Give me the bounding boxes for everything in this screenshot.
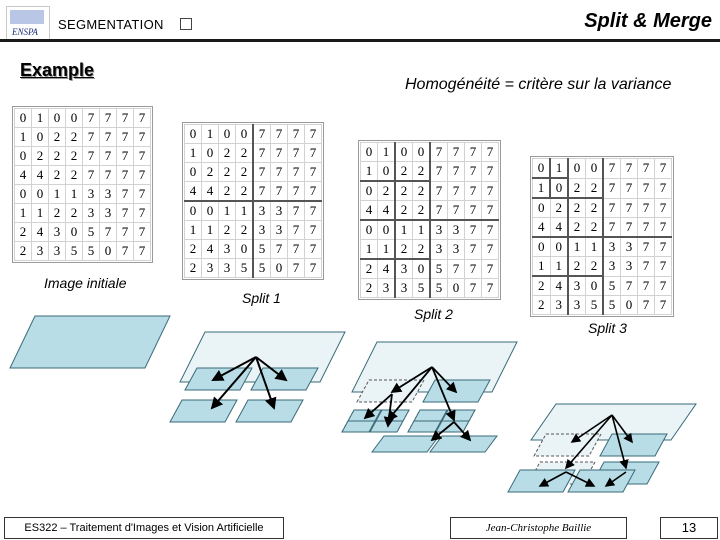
matrix-cell: 5 (430, 259, 448, 279)
matrix-cell: 7 (253, 125, 271, 144)
matrix-cell: 7 (134, 109, 151, 128)
matrix-cell: 7 (288, 201, 305, 221)
matrix-cell: 3 (253, 201, 271, 221)
matrix-cell: 2 (219, 221, 236, 240)
footer-author: Jean-Christophe Baillie (450, 517, 627, 539)
matrix-cell: 1 (395, 220, 413, 240)
matrix-cell: 7 (603, 198, 621, 218)
matrix-cell: 7 (117, 109, 134, 128)
matrix-cell: 5 (83, 223, 100, 242)
matrix-cell: 7 (638, 276, 655, 296)
matrix-cell: 1 (236, 201, 254, 221)
matrix-cell: 7 (465, 181, 482, 201)
matrix-cell: 0 (361, 181, 378, 201)
matrix-cell: 7 (655, 276, 672, 296)
matrix-cell: 2 (236, 163, 254, 182)
matrix-cell: 2 (586, 198, 604, 218)
matrix-cell: 1 (550, 159, 568, 179)
label-initial: Image initiale (44, 275, 127, 291)
header-divider (0, 39, 720, 42)
matrix-cell: 0 (533, 159, 551, 179)
matrix-cell: 3 (271, 221, 288, 240)
matrix-cell: 3 (621, 237, 638, 257)
matrix-cell: 2 (202, 163, 219, 182)
matrix-cell: 3 (430, 220, 448, 240)
matrix-cell: 0 (15, 109, 32, 128)
tree-split3 (508, 404, 696, 492)
matrix-cell: 7 (603, 218, 621, 238)
matrix-cell: 2 (395, 240, 413, 260)
example-heading: Example (20, 60, 95, 80)
matrix-table (184, 124, 322, 278)
matrix-cell: 0 (550, 237, 568, 257)
matrix-cell: 2 (568, 257, 586, 277)
matrix-cell: 0 (533, 237, 551, 257)
matrix-cell: 7 (430, 201, 448, 221)
matrix-cell: 7 (655, 159, 672, 179)
matrix-cell: 4 (185, 182, 202, 202)
matrix-cell: 7 (621, 276, 638, 296)
matrix-cell: 2 (568, 178, 586, 198)
matrix-cell: 7 (100, 128, 117, 147)
matrix-cell: 3 (49, 223, 66, 242)
matrix-cell: 7 (117, 204, 134, 223)
matrix-cell: 3 (253, 221, 271, 240)
matrix-cell: 7 (134, 185, 151, 204)
matrix-cell: 2 (66, 128, 83, 147)
matrix-cell: 3 (49, 242, 66, 261)
matrix-cell: 0 (185, 163, 202, 182)
matrix-cell: 7 (655, 178, 672, 198)
matrix-cell: 7 (83, 166, 100, 185)
matrix-cell: 3 (100, 204, 117, 223)
matrix-table (360, 142, 499, 298)
matrix-cell: 3 (32, 242, 49, 261)
matrix-cell: 2 (15, 223, 32, 242)
matrix-cell: 7 (288, 163, 305, 182)
matrix-cell: 0 (236, 125, 254, 144)
matrix-cell: 4 (202, 182, 219, 202)
matrix-cell: 7 (603, 178, 621, 198)
matrix-cell: 5 (430, 279, 448, 298)
matrix-cell: 7 (465, 143, 482, 162)
matrix-cell: 3 (378, 279, 396, 298)
matrix-cell: 0 (550, 178, 568, 198)
matrix-cell: 7 (100, 166, 117, 185)
quadtree-diagram (0, 300, 720, 500)
matrix-cell: 3 (395, 279, 413, 298)
matrix-cell: 7 (253, 182, 271, 202)
matrix-cell: 7 (638, 178, 655, 198)
section-label: SEGMENTATION (58, 17, 164, 32)
matrix-cell: 3 (100, 185, 117, 204)
matrix-cell: 2 (236, 182, 254, 202)
matrix-cell: 7 (134, 242, 151, 261)
matrix-cell: 5 (253, 259, 271, 278)
matrix-cell: 2 (49, 147, 66, 166)
matrix-cell: 7 (621, 178, 638, 198)
matrix-cell: 4 (550, 218, 568, 238)
matrix-cell: 2 (413, 201, 431, 221)
matrix-cell: 7 (621, 159, 638, 179)
matrix-cell: 7 (430, 162, 448, 182)
matrix-cell: 2 (550, 198, 568, 218)
matrix-cell: 7 (655, 218, 672, 238)
matrix-cell: 5 (603, 276, 621, 296)
matrix-cell: 2 (586, 178, 604, 198)
matrix-cell: 2 (185, 240, 202, 259)
matrix-cell: 3 (395, 259, 413, 279)
matrix-cell: 7 (134, 204, 151, 223)
matrix-cell: 0 (202, 144, 219, 163)
matrix-cell: 2 (219, 163, 236, 182)
matrix-cell: 2 (66, 204, 83, 223)
matrix-cell: 1 (15, 128, 32, 147)
matrix-cell: 7 (655, 237, 672, 257)
matrix-cell: 7 (655, 257, 672, 277)
matrix-cell: 2 (66, 147, 83, 166)
matrix-cell: 7 (638, 237, 655, 257)
matrix-cell: 5 (603, 296, 621, 315)
matrix-cell: 0 (236, 240, 254, 259)
matrix-cell: 1 (202, 125, 219, 144)
matrix-cell: 1 (32, 109, 49, 128)
matrix-cell: 2 (395, 201, 413, 221)
matrix-cell: 0 (395, 143, 413, 162)
matrix-cell: 1 (533, 257, 551, 277)
matrix-cell: 7 (305, 240, 322, 259)
footer-page-number: 13 (660, 517, 718, 539)
plane-initial (10, 316, 170, 368)
slide-title: Split & Merge (584, 10, 712, 32)
matrix-cell: 7 (482, 279, 499, 298)
matrix-cell: 0 (49, 109, 66, 128)
matrix-cell: 0 (361, 143, 378, 162)
matrix-cell: 7 (638, 159, 655, 179)
matrix-cell: 7 (430, 181, 448, 201)
matrix-cell: 5 (413, 279, 431, 298)
matrix-cell: 7 (83, 128, 100, 147)
matrix-cell: 1 (15, 204, 32, 223)
matrix-cell: 7 (482, 240, 499, 260)
label-split2: Split 2 (414, 306, 453, 322)
matrix-cell: 7 (117, 223, 134, 242)
matrix-cell: 3 (448, 240, 465, 260)
matrix-cell: 2 (361, 279, 378, 298)
matrix-cell: 1 (32, 204, 49, 223)
matrix-cell: 7 (465, 259, 482, 279)
matrix-cell: 7 (100, 223, 117, 242)
matrix-cell: 0 (32, 128, 49, 147)
matrix-cell: 7 (288, 259, 305, 278)
matrix-cell: 7 (465, 240, 482, 260)
logo-graphic (10, 10, 44, 24)
matrix-cell: 0 (413, 143, 431, 162)
matrix-cell: 7 (305, 163, 322, 182)
matrix-cell: 0 (219, 125, 236, 144)
matrix-cell: 2 (533, 296, 551, 315)
matrix-table (14, 108, 151, 261)
matrix-cell: 2 (361, 259, 378, 279)
matrix-cell: 7 (482, 220, 499, 240)
matrix-cell: 7 (288, 240, 305, 259)
matrix-cell: 0 (185, 125, 202, 144)
label-split3: Split 3 (588, 320, 627, 336)
matrix-cell: 1 (49, 185, 66, 204)
matrix-cell: 7 (134, 147, 151, 166)
tree-split1 (170, 332, 345, 422)
matrix-cell: 7 (100, 109, 117, 128)
matrix-cell: 7 (305, 144, 322, 163)
matrix-cell: 2 (15, 242, 32, 261)
matrix-cell: 0 (378, 162, 396, 182)
matrix-cell: 5 (66, 242, 83, 261)
matrix-cell: 0 (66, 109, 83, 128)
matrix-cell: 7 (271, 163, 288, 182)
matrix-cell: 1 (185, 144, 202, 163)
matrix-cell: 2 (378, 181, 396, 201)
tree-split2 (342, 342, 517, 452)
matrix-cell: 7 (134, 128, 151, 147)
matrix-cell: 7 (603, 159, 621, 179)
matrix-cell: 1 (219, 201, 236, 221)
matrix-split2 (358, 140, 501, 300)
matrix-cell: 2 (185, 259, 202, 278)
matrix-cell: 2 (568, 218, 586, 238)
matrix-cell: 2 (395, 162, 413, 182)
matrix-cell: 7 (271, 240, 288, 259)
matrix-cell: 7 (83, 109, 100, 128)
matrix-cell: 4 (15, 166, 32, 185)
matrix-cell: 7 (465, 162, 482, 182)
matrix-cell: 0 (361, 220, 378, 240)
matrix-cell: 0 (586, 159, 604, 179)
matrix-cell: 5 (83, 242, 100, 261)
matrix-cell: 7 (465, 279, 482, 298)
matrix-cell: 1 (361, 240, 378, 260)
matrix-initial (12, 106, 153, 263)
matrix-cell: 4 (533, 218, 551, 238)
matrix-cell: 7 (288, 125, 305, 144)
matrix-cell: 7 (305, 221, 322, 240)
matrix-cell: 0 (202, 201, 219, 221)
matrix-cell: 1 (185, 221, 202, 240)
matrix-cell: 7 (117, 147, 134, 166)
matrix-cell: 7 (448, 259, 465, 279)
matrix-cell: 1 (378, 240, 396, 260)
matrix-cell: 2 (49, 128, 66, 147)
matrix-cell: 7 (465, 201, 482, 221)
matrix-cell: 0 (568, 159, 586, 179)
matrix-cell: 7 (271, 182, 288, 202)
matrix-cell: 2 (66, 166, 83, 185)
matrix-cell: 7 (288, 182, 305, 202)
matrix-cell: 1 (568, 237, 586, 257)
matrix-cell: 3 (621, 257, 638, 277)
matrix-cell: 3 (603, 237, 621, 257)
matrix-cell: 1 (550, 257, 568, 277)
matrix-cell: 7 (482, 181, 499, 201)
matrix-cell: 7 (638, 257, 655, 277)
matrix-cell: 7 (482, 143, 499, 162)
matrix-cell: 4 (378, 259, 396, 279)
matrix-cell: 2 (413, 181, 431, 201)
matrix-cell: 0 (271, 259, 288, 278)
matrix-cell: 7 (271, 125, 288, 144)
matrix-cell: 0 (66, 223, 83, 242)
matrix-cell: 3 (83, 204, 100, 223)
matrix-cell: 7 (621, 218, 638, 238)
matrix-cell: 3 (271, 201, 288, 221)
matrix-cell: 2 (533, 276, 551, 296)
matrix-cell: 0 (15, 147, 32, 166)
matrix-cell: 4 (32, 166, 49, 185)
matrix-cell: 0 (100, 242, 117, 261)
matrix-cell: 7 (253, 163, 271, 182)
matrix-cell: 7 (655, 198, 672, 218)
matrix-cell: 7 (271, 144, 288, 163)
matrix-cell: 7 (305, 259, 322, 278)
matrix-cell: 4 (550, 276, 568, 296)
matrix-cell: 7 (448, 201, 465, 221)
matrix-cell: 7 (288, 221, 305, 240)
matrix-split1 (182, 122, 324, 280)
matrix-cell: 2 (413, 240, 431, 260)
section-checkbox-icon (180, 18, 192, 30)
matrix-cell: 7 (448, 162, 465, 182)
matrix-cell: 7 (134, 223, 151, 242)
matrix-cell: 2 (236, 221, 254, 240)
matrix-cell: 4 (361, 201, 378, 221)
label-split1: Split 1 (242, 290, 281, 306)
matrix-cell: 5 (586, 296, 604, 315)
footer-course: ES322 – Traitement d'Images et Vision Artificielle (4, 517, 284, 539)
matrix-cell: 5 (253, 240, 271, 259)
matrix-cell: 7 (638, 296, 655, 315)
matrix-cell: 3 (448, 220, 465, 240)
matrix-cell: 7 (100, 147, 117, 166)
matrix-cell: 1 (378, 143, 396, 162)
matrix-cell: 7 (305, 125, 322, 144)
matrix-cell: 7 (482, 162, 499, 182)
matrix-cell: 2 (236, 144, 254, 163)
matrix-cell: 7 (117, 242, 134, 261)
matrix-cell: 7 (621, 198, 638, 218)
matrix-split3 (530, 156, 674, 317)
matrix-cell: 7 (655, 296, 672, 315)
matrix-cell: 7 (288, 144, 305, 163)
matrix-cell: 2 (32, 147, 49, 166)
matrix-cell: 7 (482, 201, 499, 221)
matrix-cell: 4 (378, 201, 396, 221)
matrix-cell: 7 (448, 181, 465, 201)
matrix-cell: 7 (305, 201, 322, 221)
matrix-cell: 1 (361, 162, 378, 182)
matrix-cell: 7 (134, 166, 151, 185)
matrix-cell: 7 (465, 220, 482, 240)
matrix-cell: 0 (586, 276, 604, 296)
matrix-cell: 3 (202, 259, 219, 278)
matrix-cell: 1 (533, 178, 551, 198)
matrix-cell: 0 (621, 296, 638, 315)
matrix-cell: 0 (413, 259, 431, 279)
matrix-cell: 2 (219, 182, 236, 202)
matrix-cell: 0 (448, 279, 465, 298)
matrix-cell: 3 (603, 257, 621, 277)
matrix-cell: 5 (236, 259, 254, 278)
matrix-cell: 3 (568, 296, 586, 315)
matrix-cell: 2 (568, 198, 586, 218)
matrix-cell: 4 (32, 223, 49, 242)
matrix-cell: 7 (253, 144, 271, 163)
enspa-logo (6, 6, 50, 40)
matrix-cell: 0 (185, 201, 202, 221)
matrix-cell: 0 (533, 198, 551, 218)
matrix-cell: 7 (117, 185, 134, 204)
matrix-cell: 7 (430, 143, 448, 162)
matrix-cell: 7 (638, 218, 655, 238)
matrix-cell: 7 (117, 166, 134, 185)
matrix-cell: 1 (66, 185, 83, 204)
matrix-cell: 7 (305, 182, 322, 202)
matrix-cell: 3 (430, 240, 448, 260)
matrix-cell: 3 (219, 240, 236, 259)
matrix-cell: 1 (586, 237, 604, 257)
matrix-cell: 3 (550, 296, 568, 315)
matrix-cell: 0 (32, 185, 49, 204)
matrix-cell: 1 (413, 220, 431, 240)
matrix-cell: 3 (83, 185, 100, 204)
matrix-cell: 3 (568, 276, 586, 296)
matrix-cell: 2 (49, 166, 66, 185)
matrix-cell: 7 (638, 198, 655, 218)
matrix-cell: 2 (586, 218, 604, 238)
matrix-cell: 7 (448, 143, 465, 162)
matrix-cell: 7 (83, 147, 100, 166)
matrix-cell: 1 (202, 221, 219, 240)
matrix-cell: 2 (586, 257, 604, 277)
matrix-cell: 2 (49, 204, 66, 223)
matrix-cell: 3 (219, 259, 236, 278)
matrix-cell: 7 (117, 128, 134, 147)
matrix-cell: 2 (395, 181, 413, 201)
logo-text: ENSPA (12, 27, 38, 37)
matrix-cell: 4 (202, 240, 219, 259)
matrix-cell: 2 (413, 162, 431, 182)
matrix-cell: 2 (219, 144, 236, 163)
matrix-cell: 0 (15, 185, 32, 204)
matrix-table (532, 158, 672, 315)
matrix-cell: 0 (378, 220, 396, 240)
criterion-text: Homogénéité = critère sur la variance (405, 76, 672, 93)
matrix-cell: 7 (482, 259, 499, 279)
